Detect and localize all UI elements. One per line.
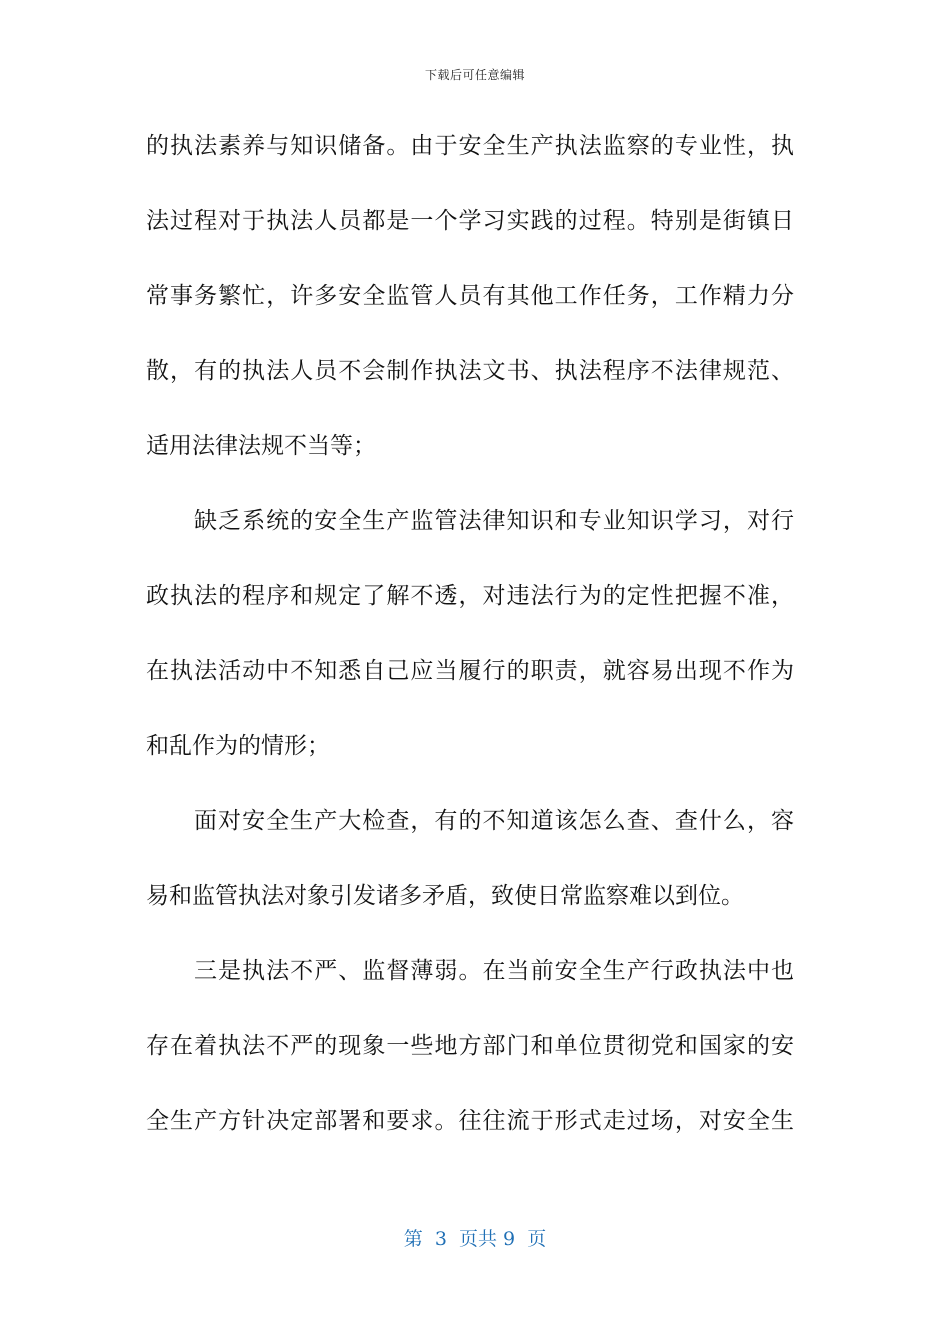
text-line: 适用法律法规不当等； <box>146 433 376 459</box>
document-body <box>146 124 794 1174</box>
text-line: 常事务繁忙，许多安全监管人员有其他工作任务，工作精力分 <box>146 283 794 309</box>
text-line: 散，有的执法人员不会制作执法文书、执法程序不法律规范、 <box>146 358 794 384</box>
text-line: 在执法活动中不知悉自己应当履行的职责，就容易出现不作为 <box>146 658 794 684</box>
text-line: 的执法素养与知识储备。由于安全生产执法监察的专业性，执 <box>146 133 794 159</box>
text-line: 全生产方针决定部署和要求。往往流于形式走过场，对安全生 <box>146 1108 794 1134</box>
paragraph-2 <box>146 499 794 799</box>
text-line: 存在着执法不严的现象一些地方部门和单位贯彻党和国家的安 <box>146 1033 794 1059</box>
text-line: 和乱作为的情形； <box>146 733 330 759</box>
text-line: 三是执法不严、监督薄弱。在当前安全生产行政执法中也 <box>194 958 794 984</box>
paragraph-3 <box>146 799 794 949</box>
text-line: 法过程对于执法人员都是一个学习实践的过程。特别是街镇日 <box>146 208 794 234</box>
text-line: 政执法的程序和规定了解不透，对违法行为的定性把握不准， <box>146 583 794 609</box>
text-line: 面对安全生产大检查，有的不知道该怎么查、查什么，容 <box>194 808 794 834</box>
header-note: 下载后可任意编辑 <box>424 68 525 82</box>
paragraph-1 <box>146 124 794 499</box>
paragraph-4 <box>146 949 794 1174</box>
page-number-footer: 第 3 页共 9 页 <box>403 1228 547 1250</box>
text-line: 缺乏系统的安全生产监管法律知识和专业知识学习，对行 <box>194 508 794 534</box>
text-line: 易和监管执法对象引发诸多矛盾，致使日常监察难以到位。 <box>146 883 744 909</box>
